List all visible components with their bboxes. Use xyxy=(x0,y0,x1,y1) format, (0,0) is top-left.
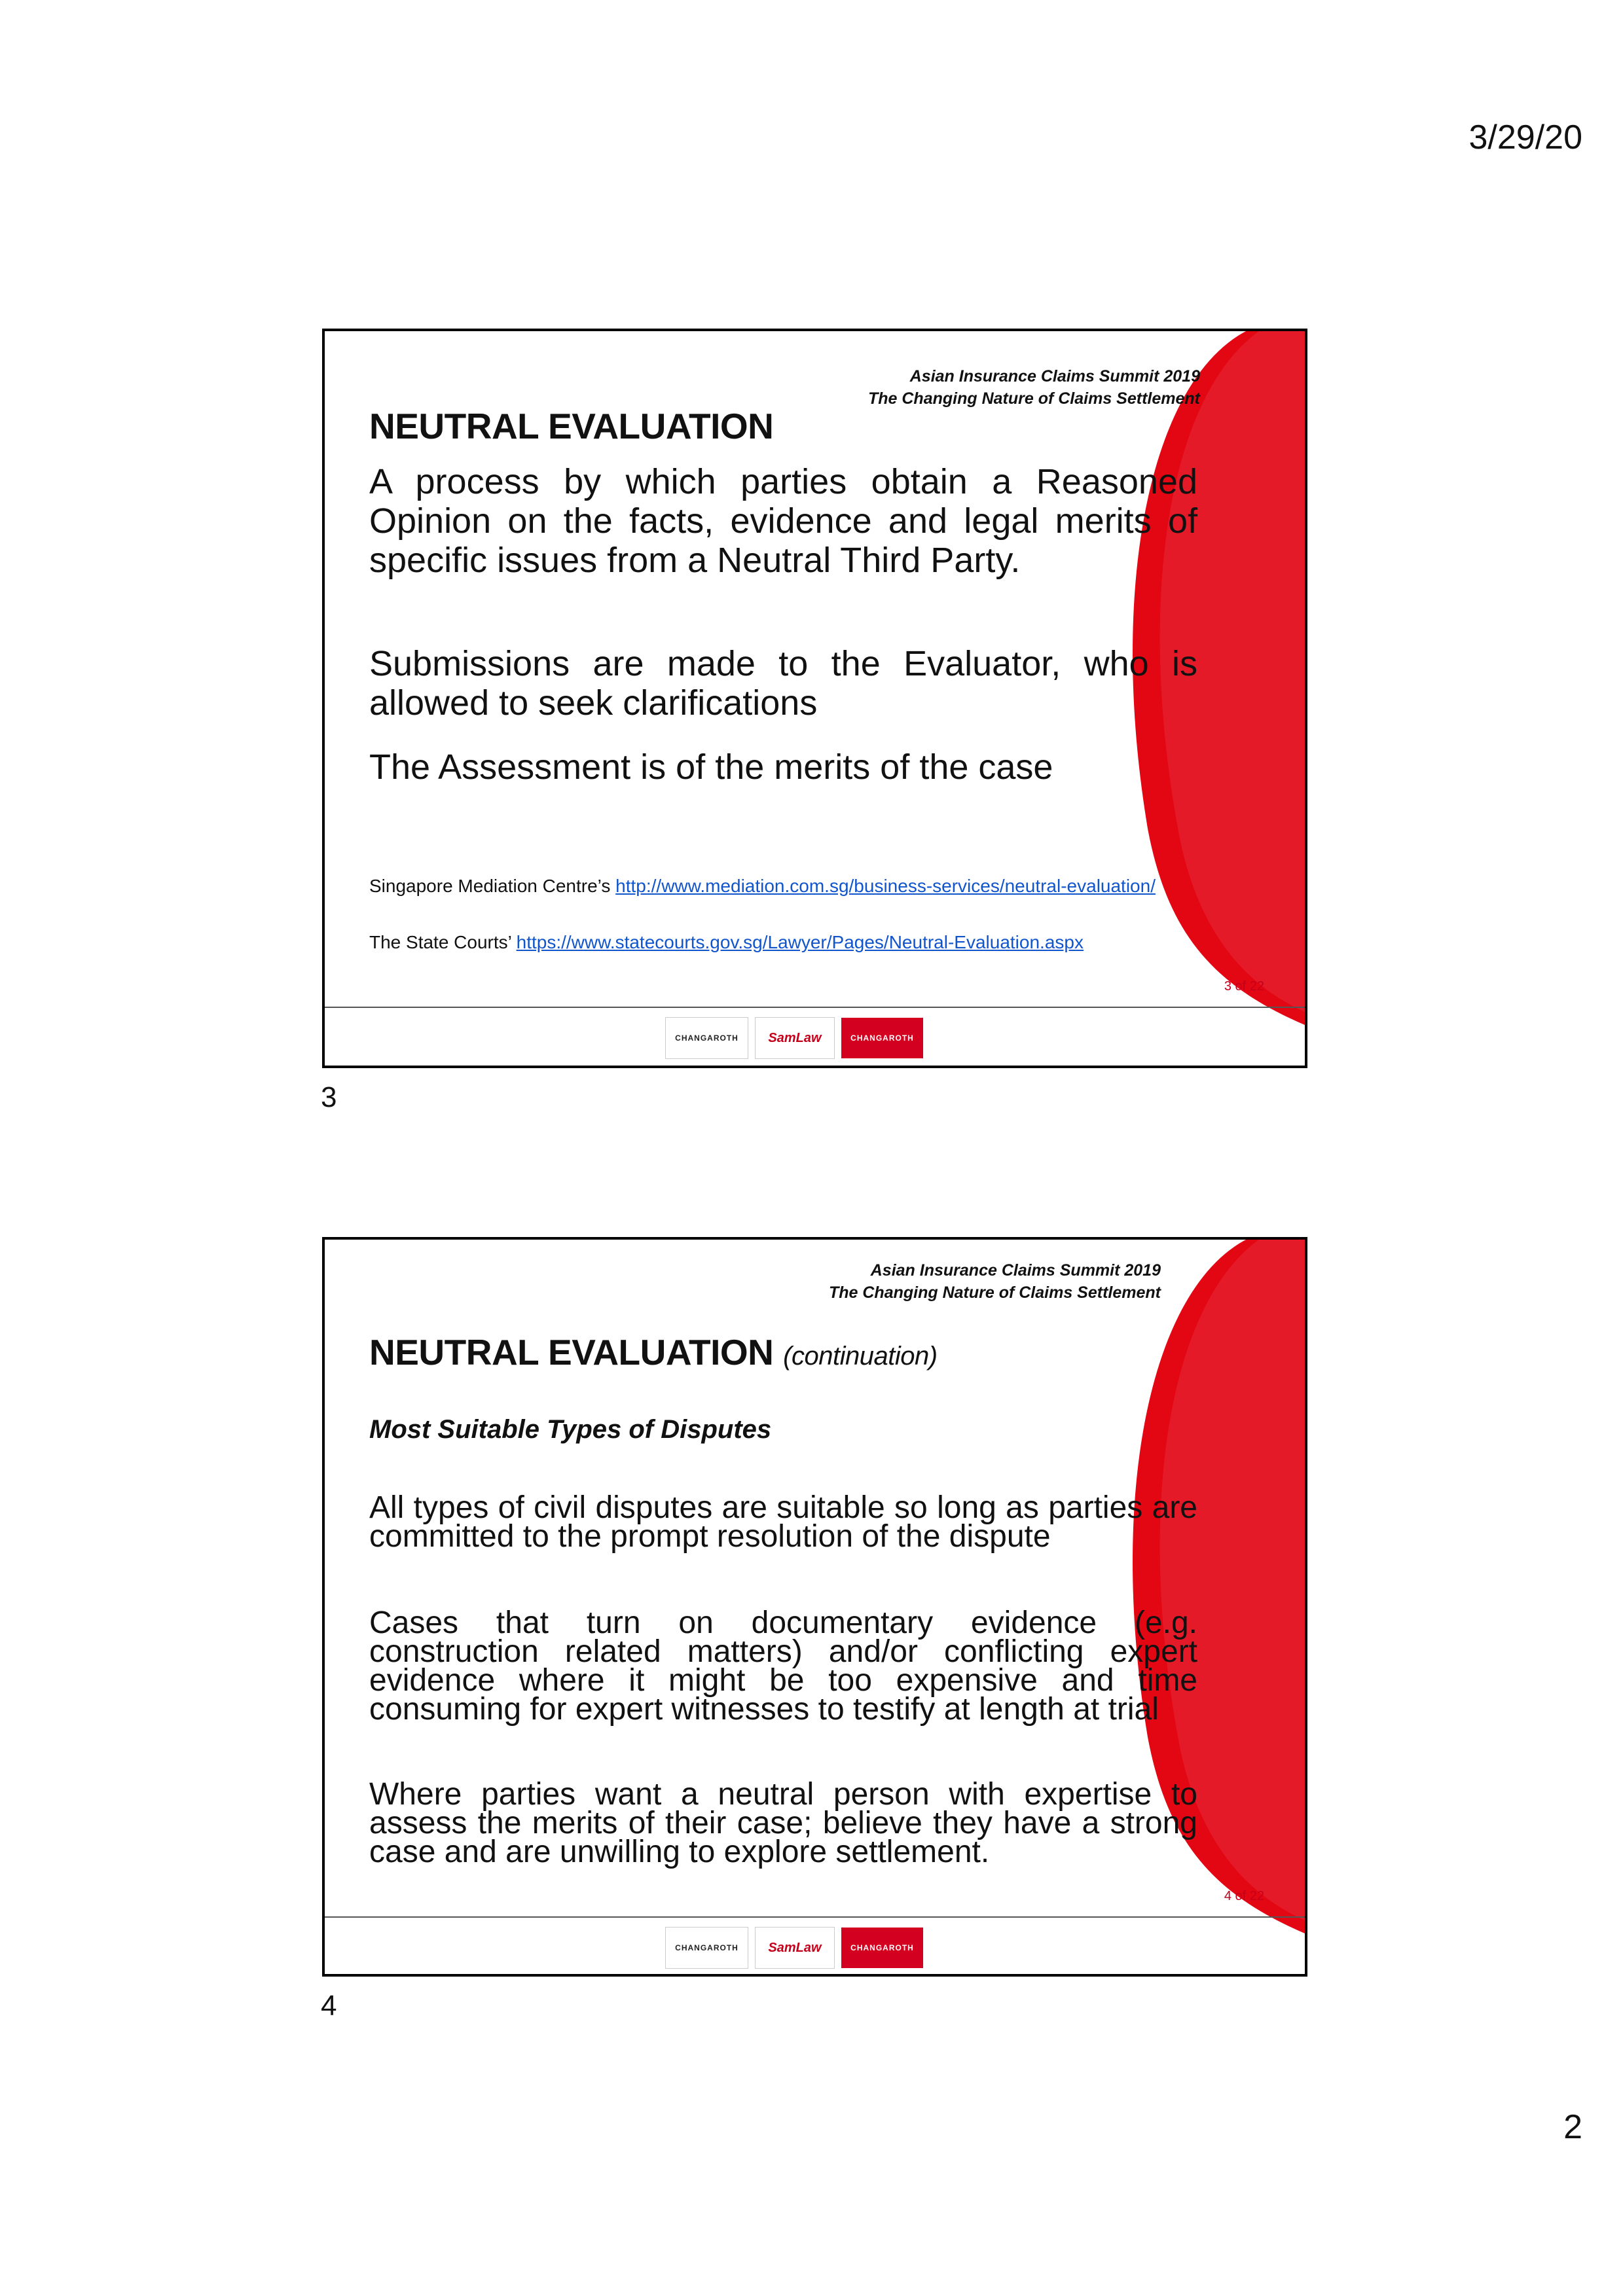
slide-counter: 3 of 22 xyxy=(1224,979,1264,994)
header-event: Asian Insurance Claims Summit 2019 xyxy=(870,1261,1161,1280)
reference-label: Singapore Mediation Centre’s xyxy=(369,876,616,896)
slide-title: NEUTRAL EVALUATION xyxy=(369,406,774,446)
changaroth-chambers-logo xyxy=(665,1017,748,1059)
slide-title xyxy=(369,1331,938,1373)
paragraph: A process by which parties obtain a Reasoned Opinion on the facts, evidence and legal merits of specific issues from a Neutral Third Party. xyxy=(369,462,1197,580)
header-event: Asian Insurance Claims Summit 2019 xyxy=(909,367,1200,386)
slide-title-text: NEUTRAL EVALUATION xyxy=(369,1332,774,1372)
header-subtitle: The Changing Nature of Claims Settlement xyxy=(867,389,1200,408)
slide-3 xyxy=(322,329,1307,1068)
sponsor-logos xyxy=(665,1927,923,1969)
changaroth-consultancy-logo xyxy=(841,1928,923,1968)
samlaw-logo xyxy=(755,1927,835,1969)
reference-smc xyxy=(369,876,1201,897)
logo-c-text: CHANGAROTH xyxy=(850,1943,914,1952)
logo-b-text: SamLaw xyxy=(768,1940,822,1955)
footer-divider xyxy=(325,1007,1305,1008)
slide-number-label: 4 xyxy=(321,1990,337,2022)
slide-4 xyxy=(322,1237,1307,1977)
reference-link-smc[interactable]: http://www.mediation.com.sg/business-services/neutral-evaluation/ xyxy=(615,876,1156,896)
page-date: 3/29/20 xyxy=(1468,118,1582,156)
changaroth-consultancy-logo xyxy=(841,1018,923,1058)
reference-label: The State Courts’ xyxy=(369,932,517,952)
slide-title-suffix: (continuation) xyxy=(783,1342,938,1371)
sponsor-logos xyxy=(665,1017,923,1059)
slide-number-label: 3 xyxy=(321,1081,337,1113)
header-subtitle: The Changing Nature of Claims Settlement xyxy=(828,1283,1161,1302)
footer-divider xyxy=(325,1916,1305,1918)
paragraph: Submissions are made to the Evaluator, who is allowed to seek clarifications xyxy=(369,644,1197,723)
paragraph: Where parties want a neutral person with expertise to assess the merits of their case; believe they have a strong case and are unwilling to explore settlement. xyxy=(369,1777,1197,1869)
reference-state-courts xyxy=(369,932,1201,953)
page-number: 2 xyxy=(1563,2108,1582,2146)
paragraph: Cases that turn on documentary evidence (e.g. construction related matters) and/or conflicting expert evidence where it might be too expensive and time consuming for expert witnesses to testify at length at trial xyxy=(369,1605,1197,1727)
logo-b-text: SamLaw xyxy=(768,1030,822,1045)
logo-a-text: CHANGAROTH xyxy=(675,1943,739,1952)
samlaw-logo xyxy=(755,1017,835,1059)
reference-link-state-courts[interactable]: https://www.statecourts.gov.sg/Lawyer/Pages/Neutral-Evaluation.aspx xyxy=(516,932,1084,952)
paragraph: All types of civil disputes are suitable so long as parties are committed to the prompt resolution of the dispute xyxy=(369,1490,1197,1554)
paragraph: The Assessment is of the merits of the case xyxy=(369,747,1053,787)
logo-a-text: CHANGAROTH xyxy=(675,1033,739,1043)
subheading: Most Suitable Types of Disputes xyxy=(369,1415,772,1444)
changaroth-chambers-logo xyxy=(665,1927,748,1969)
logo-c-text: CHANGAROTH xyxy=(850,1033,914,1043)
slide-counter: 4 of 22 xyxy=(1224,1889,1264,1903)
